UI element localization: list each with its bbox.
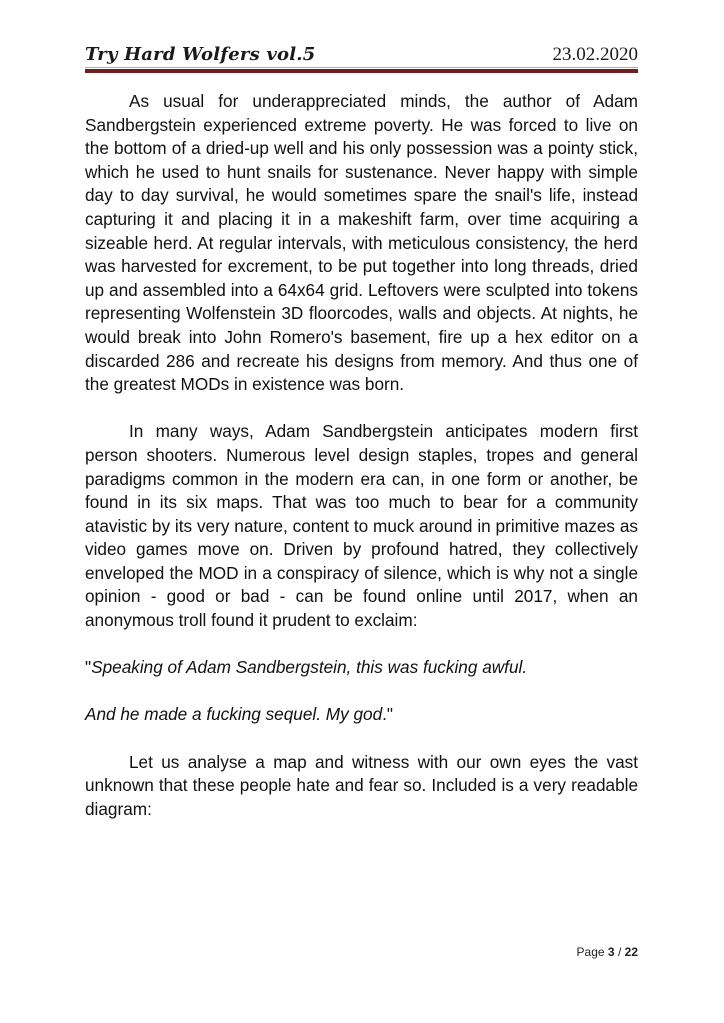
document-title: Try Hard Wolfers vol.5 <box>85 44 316 65</box>
document-date: 23.02.2020 <box>552 44 638 65</box>
document-body <box>85 90 638 845</box>
paragraph-2: In many ways, Adam Sandbergstein anticipates modern first person shooters. Numerous level design staples, tropes and general paradigms common in the modern era can, in one form or another, be found in its six maps. That was too much to bear for a community atavistic by its very nature, content to muck around in primitive mazes as video games move on. Driven by profound hatred, they collectively enveloped the MOD in a conspiracy of silence, which is why not a single opinion - good or bad - can be found online until 2017, when an anonymous troll found it prudent to exclaim: <box>85 421 638 631</box>
paragraph-1: As usual for underappreciated minds, the author of Adam Sandbergstein experienced extreme poverty. He was forced to live on the bottom of a dried-up well and his only possession was a pointy stick, which he used to hunt snails for sustenance. Never happy with simple day to day survival, he would sometimes spare the snail's life, instead capturing it and placing it in a makeshift farm, over time acquiring a sizeable herd. At regular intervals, with meticulous consistency, the herd was harvested for excrement, to be put together into long threads, dried up and assembled into a 64x64 grid. Leftovers were sculpted into tokens representing Wolfenstein 3D floorcodes, walls and objects. At nights, he would break into John Romero's basement, fire up a hex editor on a discarded 286 and recreate his designs from memory. And thus one of the greatest MODs in existence was born. <box>85 91 638 395</box>
quote-text-1: Speaking of Adam Sandbergstein, this was fucking awful. <box>91 657 528 678</box>
page-number <box>577 945 638 959</box>
total-pages: 22 <box>624 945 638 959</box>
header-divider-thick-line <box>85 69 638 73</box>
quote-line-2 <box>85 703 638 727</box>
quote-close-mark: ." <box>382 704 394 725</box>
quote-line-1 <box>85 656 638 680</box>
page-separator: / <box>617 945 622 959</box>
paragraph-3: Let us analyse a map and witness with our own eyes the vast unknown that these people hate and fear so. Included is a very readable diagram: <box>85 751 638 819</box>
page-label: Page <box>576 945 605 959</box>
page-header <box>85 44 638 66</box>
quote-open-mark: " <box>85 657 92 678</box>
header-divider <box>85 67 638 73</box>
quote-text-2: And he made a fucking sequel. My god <box>85 704 383 725</box>
current-page: 3 <box>607 945 615 959</box>
